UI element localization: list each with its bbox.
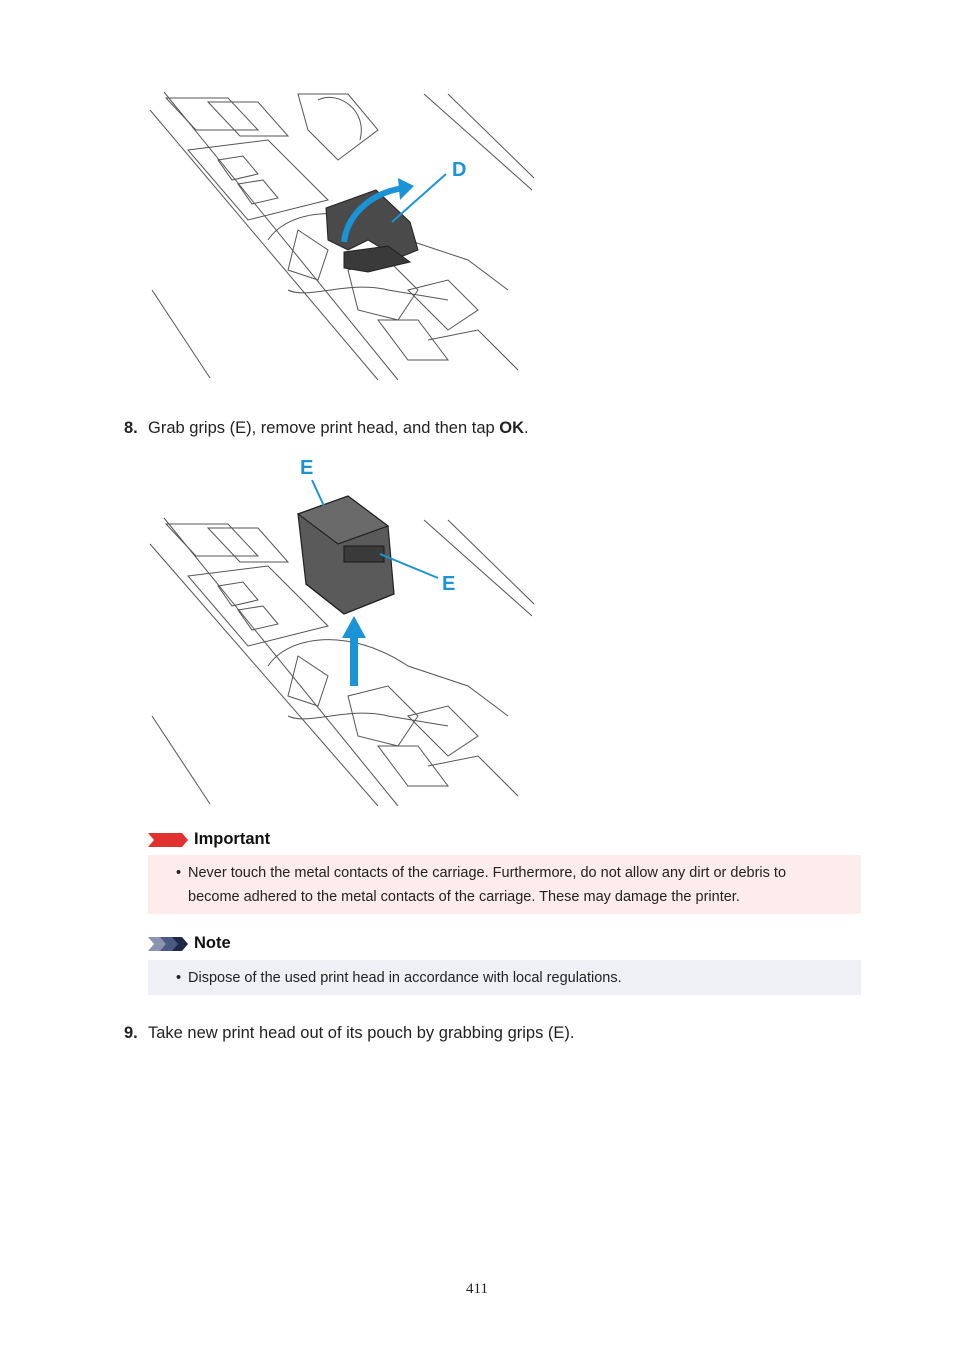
important-heading <box>148 830 270 849</box>
carriage-lever-illustration <box>148 90 534 380</box>
note-title: Note <box>194 934 231 952</box>
important-title: Important <box>194 830 271 848</box>
step-8-number: 8. <box>124 419 138 437</box>
step-8-text: Grab grips (E), remove print head, and then tap <box>148 419 500 437</box>
bullet: • <box>176 970 182 986</box>
note-heading <box>148 934 231 953</box>
step-8-period: . <box>524 419 529 437</box>
step-9-text: Take new print head out of its pouch by grabbing grips (E). <box>148 1024 575 1042</box>
callout-label-e-right: E <box>442 573 456 595</box>
callout-label-d: D <box>452 159 467 181</box>
important-line-1: Never touch the metal contacts of the carriage. Furthermore, do not allow any dirt or debris to <box>188 865 787 881</box>
note-icon <box>148 935 188 953</box>
important-box <box>148 855 861 914</box>
print-head-removal-illustration <box>148 454 534 806</box>
callout-line-e-top <box>312 480 324 506</box>
step-9 <box>124 1023 575 1043</box>
important-line-2: become adhered to the metal contacts of the carriage. These may damage the printer. <box>188 889 740 905</box>
step-8 <box>124 418 529 438</box>
note-line-1: Dispose of the used print head in accordance with local regulations. <box>188 970 622 986</box>
callout-label-e-top: E <box>300 457 314 479</box>
note-box <box>148 960 861 995</box>
step-9-number: 9. <box>124 1024 138 1042</box>
important-icon <box>148 831 188 849</box>
page-number: 411 <box>466 1281 488 1297</box>
bullet: • <box>176 865 182 881</box>
ok-label: OK <box>499 419 525 437</box>
print-head-part <box>298 496 394 614</box>
